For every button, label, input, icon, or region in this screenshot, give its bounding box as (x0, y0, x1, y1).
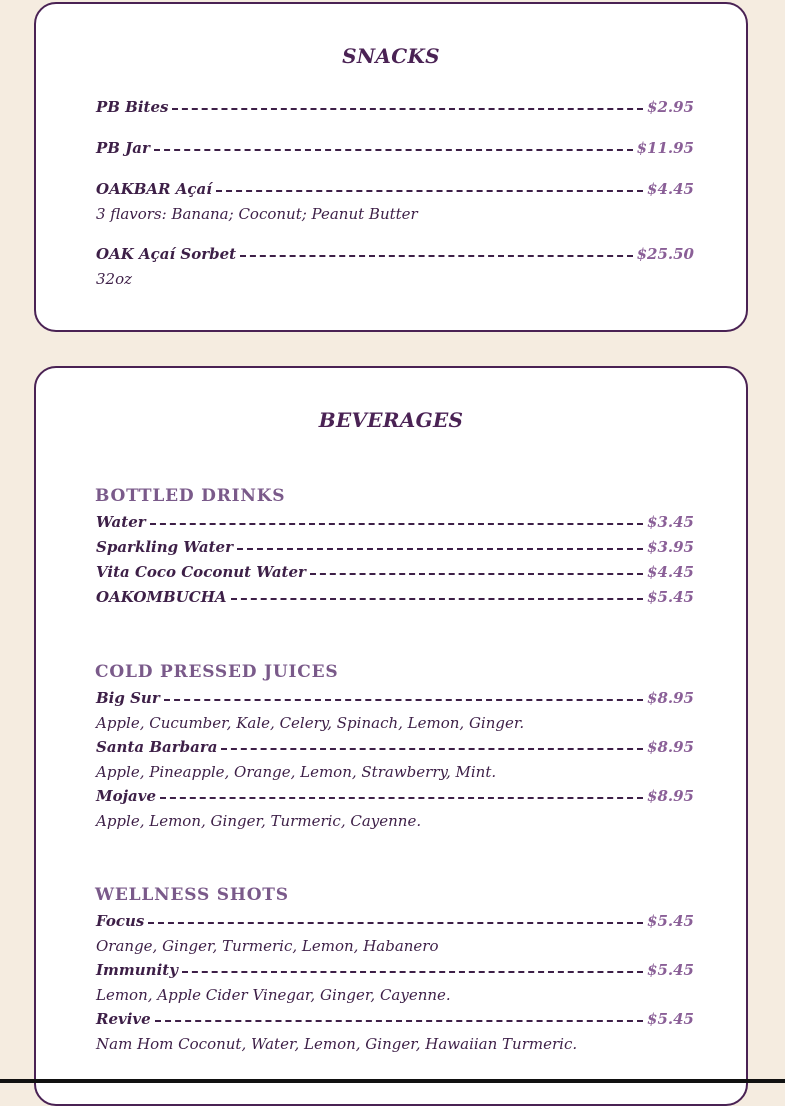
item-name: PB Jar (96, 139, 150, 157)
item-price: $25.50 (636, 245, 694, 263)
menu-item (96, 98, 694, 118)
item-price: $8.95 (647, 787, 694, 805)
item-name: Focus (96, 912, 145, 930)
dotted-leader (231, 598, 643, 600)
menu-item (96, 538, 694, 558)
dotted-leader (150, 523, 643, 525)
item-description: Apple, Cucumber, Kale, Celery, Spinach, Lemon, Ginger. (96, 714, 525, 732)
item-name: OAK Açaí Sorbet (96, 245, 237, 263)
item-description: Apple, Pineapple, Orange, Lemon, Strawberry, Mint. (96, 763, 497, 781)
item-price: $4.45 (647, 563, 694, 581)
item-name: OAKOMBUCHA (96, 588, 227, 606)
item-description: 32oz (96, 270, 133, 288)
item-price: $4.45 (647, 180, 694, 198)
dotted-leader (160, 797, 643, 799)
wellness-shots-heading: WELLNESS SHOTS (95, 885, 289, 905)
dotted-leader (155, 1020, 643, 1022)
menu-item (96, 139, 694, 159)
item-name: PB Bites (96, 98, 169, 116)
beverages-card (34, 366, 748, 1106)
item-name: Revive (96, 1010, 151, 1028)
item-price: $11.95 (636, 139, 694, 157)
item-name: Water (96, 513, 146, 531)
item-price: $3.45 (647, 513, 694, 531)
dotted-leader (182, 971, 643, 973)
item-name: Mojave (96, 787, 157, 805)
item-name: Santa Barbara (96, 738, 218, 756)
menu-item (96, 513, 694, 533)
beverages-title: BEVERAGES (318, 408, 464, 432)
menu-item (96, 588, 694, 608)
menu-item (96, 245, 694, 265)
menu-item (96, 689, 694, 709)
item-price: $5.45 (647, 912, 694, 930)
menu-item (96, 961, 694, 981)
item-price: $2.95 (647, 98, 694, 116)
menu-item (96, 912, 694, 932)
dotted-leader (154, 149, 633, 151)
item-price: $5.45 (647, 1010, 694, 1028)
dotted-leader (216, 190, 643, 192)
menu-item (96, 563, 694, 583)
item-description: Lemon, Apple Cider Vinegar, Ginger, Cayenne. (96, 986, 451, 1004)
item-price: $3.95 (647, 538, 694, 556)
bottom-edge-bar (0, 1079, 785, 1083)
item-description: Nam Hom Coconut, Water, Lemon, Ginger, Hawaiian Turmeric. (96, 1035, 578, 1053)
menu-item (96, 738, 694, 758)
menu-item (96, 787, 694, 807)
dotted-leader (237, 548, 643, 550)
item-name: Vita Coco Coconut Water (96, 563, 306, 581)
snacks-title: SNACKS (342, 44, 440, 68)
item-description: 3 flavors: Banana; Coconut; Peanut Butter (96, 205, 418, 223)
dotted-leader (221, 748, 643, 750)
item-price: $5.45 (647, 961, 694, 979)
item-description: Apple, Lemon, Ginger, Turmeric, Cayenne. (96, 812, 422, 830)
snacks-card (34, 2, 748, 332)
item-name: Big Sur (96, 689, 160, 707)
dotted-leader (164, 699, 643, 701)
cold-pressed-juices-heading: COLD PRESSED JUICES (95, 662, 339, 682)
item-price: $5.45 (647, 588, 694, 606)
dotted-leader (172, 108, 643, 110)
item-name: OAKBAR Açaí (96, 180, 212, 198)
item-name: Immunity (96, 961, 178, 979)
item-price: $8.95 (647, 689, 694, 707)
item-description: Orange, Ginger, Turmeric, Lemon, Habanero (96, 937, 439, 955)
item-price: $8.95 (647, 738, 694, 756)
menu-item (96, 180, 694, 200)
item-name: Sparkling Water (96, 538, 233, 556)
bottled-drinks-heading: BOTTLED DRINKS (95, 486, 286, 506)
dotted-leader (310, 573, 643, 575)
menu-item (96, 1010, 694, 1030)
dotted-leader (148, 922, 643, 924)
dotted-leader (240, 255, 633, 257)
